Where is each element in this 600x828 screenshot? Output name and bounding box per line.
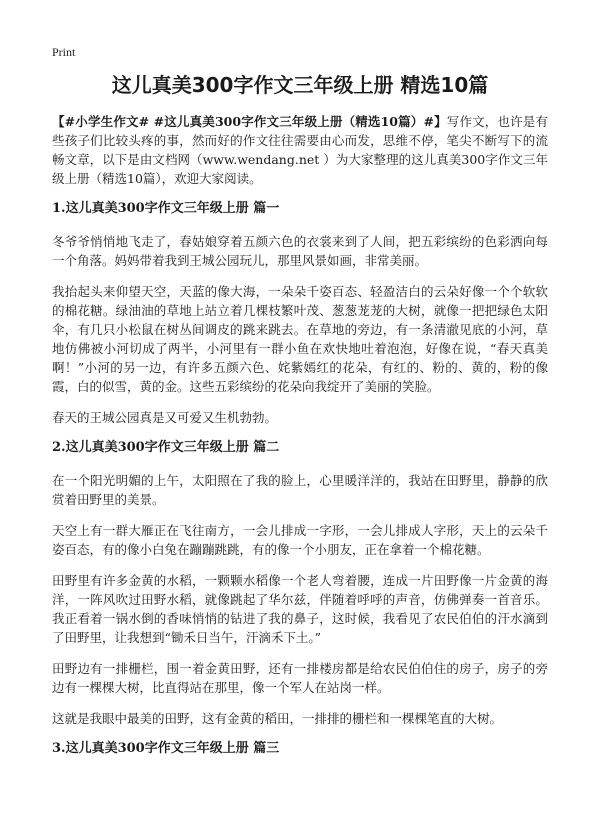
section-heading-2: 2.这儿真美300字作文三年级上册 篇二 <box>52 440 280 455</box>
paragraph: 天空上有一群大雁正在飞往南方，一会儿排成一字形，一会儿排成人字形，天上的云朵千姿百态，有的像小白兔在蹦蹦跳跳，有的像一个小朋友，正在拿着一个棉花糖。 <box>52 523 548 557</box>
page-title: 这儿真美300字作文三年级上册 精选10篇 <box>111 73 489 97</box>
paragraph: 我抬起头来仰望天空，天蓝的像大海，一朵朵千姿百态、轻盈洁白的云朵好像一个个软软的棉花糖。绿油油的草地上站立着几棵枝繁叶茂、葱葱茏茏的大树，就像一把把绿色太阳伞，有几只小松鼠在树丛间调皮的跳来跳去。在草地的旁边，有一条清澈见底的小河，草地仿佛被小河切成了两半，小河里有一群小鱼在欢快地吐着泡泡，好像在说，“春天真美啊！”小河的另一边，有许多五颜六色、姹紫嫣红的花朵，有红的、粉的、黄的，粉的像霞，白的似雪，黄的金。这些五彩缤纷的花朵向我绽开了美丽的笑脸。 <box>52 284 548 394</box>
paragraph: 冬爷爷悄悄地飞走了，春姑娘穿着五颜六色的衣裳来到了人间，把五彩缤纷的色彩洒向每一个角落。妈妈带着我到王城公园玩儿，那里风景如画，非常美丽。 <box>52 234 548 268</box>
paragraph: 春天的王城公园真是又可爱又生机勃勃。 <box>52 410 278 425</box>
paragraph: 这就是我眼中最美的田野，这有金黄的稻田，一排排的栅栏和一棵棵笔直的大树。 <box>52 711 503 726</box>
print-link[interactable]: Print <box>52 45 76 59</box>
section-heading-3: 3.这儿真美300字作文三年级上册 篇三 <box>52 741 280 756</box>
intro-text: 写作文，也许是有些孩子们比较头疼的事，然而好的作文往往需要由心而发，思维不停，笔尖不断写下的流畅文章，以下是由文档网（www.wendang.net ）为大家整理的这儿真美300字作文三年级上册（精选10篇），欢迎大家阅读。 <box>52 114 548 186</box>
paragraph: 田野里有许多金黄的水稻，一颗颗水稻像一个老人弯着腰，连成一片田野像一片金黄的海洋，一阵风吹过田野水稻，就像跳起了华尔兹，伴随着呼呼的声音，仿佛弹奏一首音乐。我正看着一锅水倒的香味悄悄的钻进了我的鼻子，这时候，我看见了农民伯伯的汗水滴到了田野里，让我想到“锄禾日当午，汗滴禾下土。” <box>52 573 548 645</box>
section-heading-1: 1.这儿真美300字作文三年级上册 篇一 <box>52 201 280 216</box>
intro-tag: 【#小学生作文# #这儿真美300字作文三年级上册（精选10篇）#】 <box>52 114 447 129</box>
paragraph: 在一个阳光明媚的上午，太阳照在了我的脸上，心里暖洋洋的，我站在田野里，静静的欣赏着田野里的美景。 <box>52 473 548 507</box>
intro-paragraph <box>52 112 548 188</box>
paragraph: 田野边有一排栅栏，围一着金黄田野，还有一排楼房都是给农民伯伯住的房子，房子的旁边有一棵棵大树，比直得站在那里，像一个军人在站岗一样。 <box>52 661 548 695</box>
